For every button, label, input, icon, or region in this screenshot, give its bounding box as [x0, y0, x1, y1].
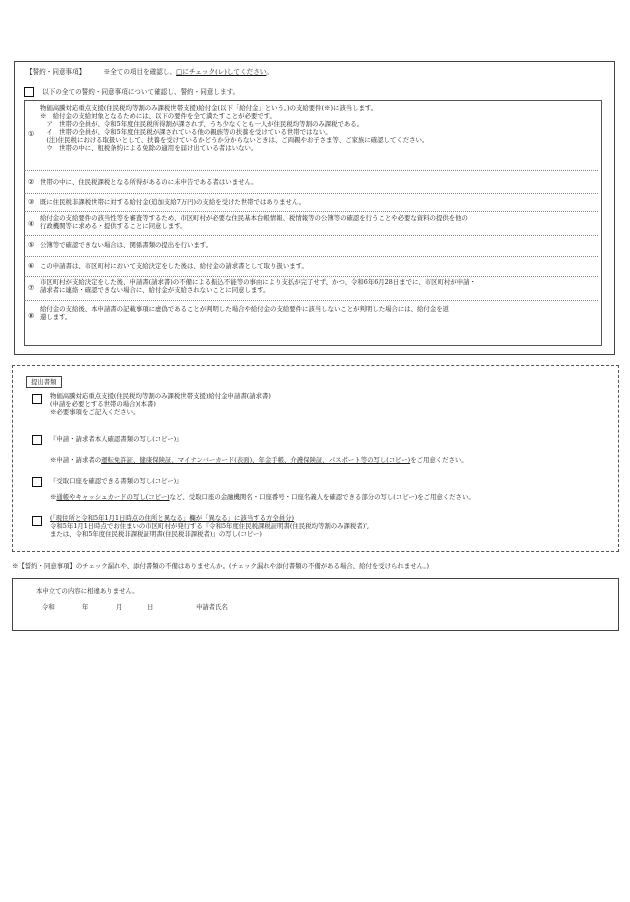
- confirmation-text: 本申立ての内容に相違ありません。: [36, 587, 139, 595]
- doc-4-line: または、令和5年度住民税非課税証明書(住民税非課税者)』の写し(コピー): [50, 530, 262, 538]
- doc-1-checkbox[interactable]: [32, 394, 42, 404]
- doc-3-note-underlined: 通帳やキャッシュカードの写し(コピー): [56, 493, 170, 501]
- doc-3-title: 『受取口座を確認できる書類の写し(コピー)』: [50, 477, 183, 485]
- oath-item-4-line: 行政機関等に求める・提供することに同意します。: [40, 222, 187, 230]
- oath-heading-row: [26, 68, 273, 76]
- date-day-label: 日: [147, 603, 154, 611]
- doc-4-line: 令和5年1月1日時点でお住まいの市区町村が発行する『令和5年度住民税課税証明書(住民税均等割のみ課税者)',: [50, 522, 370, 530]
- oath-item-7: [40, 278, 476, 294]
- doc-2-title: 『申請・請求者本人確認書類の写し(コピー)』: [50, 435, 183, 443]
- date-month-label: 月: [116, 603, 123, 611]
- doc-3-note-post: など、受取口座の金融機関名・口座番号・口座名義人を確認できる部分の写し(コピー)をご用意ください。: [169, 493, 475, 501]
- oath-item-3-number: ③: [28, 198, 35, 206]
- oath-item-4-line: 給付金の支給要件の該当性等を審査等するため、市区町村が必要な住民基本台帳情報、税情報等の公簿等の確認を行うことや必要な資料の提供を他の: [40, 214, 468, 222]
- oath-item-1-line: ※ 給付金の支給対象となるためには、以下の要件を全て満たすことが必要です。: [40, 112, 276, 120]
- oath-item-5-number: ⑤: [28, 241, 35, 249]
- doc-4-checkbox[interactable]: [32, 516, 42, 526]
- oath-item-8-number: ⑧: [28, 312, 35, 320]
- agree-all-label: 以下の全ての誓約・同意事項について確認し、誓約・同意します。: [42, 88, 240, 96]
- oath-item-2-line: 世帯の中に、住民税課税となる所得があるのに未申告である者はいません。: [40, 178, 258, 186]
- oath-item-3-line: 既に住民税非課税世帯に対する給付金(追加支給7万円)の支給を受けた世帯ではありません。: [40, 198, 306, 206]
- confirmation-section: [12, 578, 619, 631]
- oath-item-7-line: 市区町村が支給決定をした後、申請書(請求書)の不備による振込不能等の事由により支払が完了せず、かつ、令和6年6月28日までに、市区町村が申請・: [40, 278, 476, 286]
- doc-1-note: ※必要事項をご記入ください。: [50, 408, 140, 416]
- oath-item-4: [40, 214, 468, 230]
- doc-2-note-post: をご用意ください。: [410, 456, 468, 464]
- agree-all-checkbox[interactable]: [24, 87, 34, 97]
- documents-heading: 提出書類: [26, 376, 62, 388]
- oath-item-5-line: 公簿等で確認できない場合は、関係書類の提出を行います。: [40, 241, 213, 249]
- doc-1-title: 物価高騰対応重点支援(住民税均等割のみ課税世帯支援)給付金申請書(請求書): [50, 392, 271, 400]
- oath-item-1: [40, 104, 596, 152]
- doc-3-checkbox[interactable]: [32, 477, 42, 487]
- oath-item-8: [40, 305, 449, 321]
- date-era: 令和: [42, 603, 55, 611]
- doc-4-condition: (「現住所と令和5年1月1日時点の住所と異なる」欄が「異なる」に該当する方全員分): [50, 514, 295, 522]
- oath-divider: [24, 276, 598, 277]
- oath-instruction-post: 。: [266, 68, 273, 76]
- oath-item-2-number: ②: [28, 178, 35, 186]
- check-reminder: ※【誓約・同意事項】のチェック漏れや、添付書類の不備はありませんか。(チェック漏れや添付書類の不備がある場合、給付を受けられません。): [12, 562, 430, 570]
- oath-heading: 【誓約・同意事項】: [26, 68, 86, 76]
- oath-divider: [24, 193, 598, 194]
- oath-divider: [24, 256, 598, 257]
- doc-3-note-pre: ※: [50, 493, 57, 501]
- oath-divider: [24, 235, 598, 236]
- doc-1-condition: (申請を必要とする世帯の場合)(本書): [50, 400, 156, 408]
- oath-divider: [24, 170, 598, 171]
- oath-item-1-line: イ 世帯の全員が、令和5年度住民税が課されている他の親族等の扶養を受けている世帯ではない。: [40, 128, 332, 136]
- oath-instruction-underlined: □にチェック(レ)してください: [176, 68, 267, 76]
- oath-item-1-line: (注)住民税における取扱いとして、扶養を受けているかどうか分からないときは、ご両親やお子さま等、ご家族に確認してください。: [40, 136, 429, 144]
- oath-divider: [24, 300, 598, 301]
- oath-item-1-line: ア 世帯の全員が、令和5年度住民税所得割が課されず、うち少なくとも一人が住民税均等割のみ課税である。: [40, 120, 364, 128]
- agree-all-row[interactable]: [24, 87, 239, 97]
- oath-item-6-number: ⑥: [28, 262, 35, 270]
- oath-item-8-line: 給付金の支給後、本申請書の記載事項に虚偽であることが判明した場合や給付金の支給要件に該当しないことが判明した場合には、給付金を返: [40, 305, 449, 313]
- date-year-label: 年: [82, 603, 89, 611]
- doc-2-note-pre: ※申請・請求者の: [50, 456, 102, 464]
- oath-item-8-line: 還します。: [40, 313, 72, 321]
- doc-2-note-underlined: 運転免許証、健康保険証、マイナンバーカード(表面)、年金手帳、介護保険証、パスポート等の写し(コピー): [101, 456, 411, 464]
- doc-2-checkbox[interactable]: [32, 435, 42, 445]
- doc-3-note: [50, 493, 475, 501]
- oath-item-4-number: ④: [28, 220, 35, 228]
- oath-item-6-line: この申請書は、市区町村において支給決定をした後は、給付金の請求書として取り扱います。: [40, 262, 308, 270]
- doc-4: [50, 514, 369, 538]
- oath-divider: [24, 211, 598, 212]
- oath-item-7-line: 請求者に連絡・確認できない場合に、給付金が支給されないことに同意します。: [40, 286, 270, 294]
- oath-item-7-number: ⑦: [28, 284, 35, 292]
- applicant-name-label: 申請者氏名: [196, 603, 228, 611]
- doc-1: [50, 392, 271, 416]
- oath-instruction-pre: ※全ての項目を確認し、: [103, 68, 177, 76]
- oath-item-1-line: ウ 世帯の中に、租税条約による免除の適用を届け出ている者はいない。: [40, 144, 258, 152]
- oath-item-1-line: 物価高騰対応重点支援(住民税均等割のみ課税世帯支援)給付金(以下「給付金」という。)の支給要件(※)に該当します。: [40, 104, 378, 112]
- oath-item-1-number: ①: [28, 130, 35, 138]
- doc-2-note: [50, 456, 468, 464]
